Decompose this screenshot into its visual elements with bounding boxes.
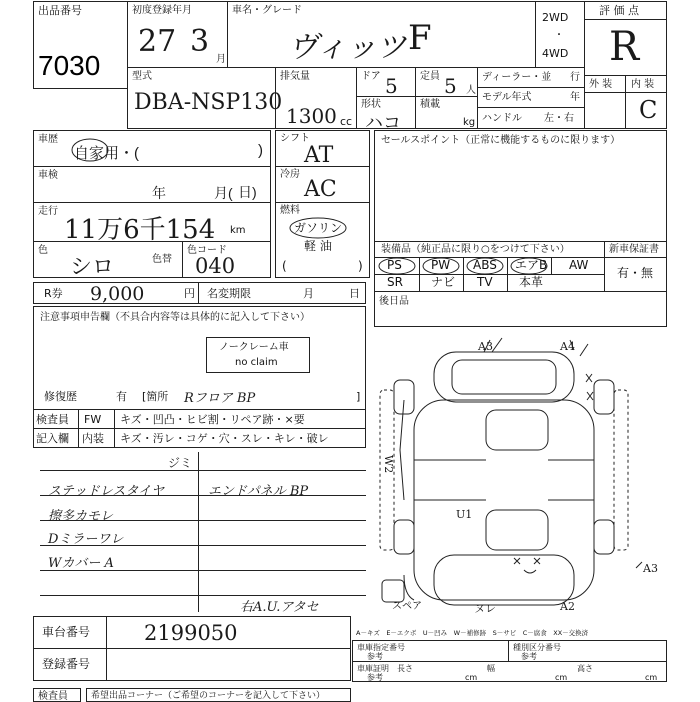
notes-label: 注意事項申告欄（不具合内容等は具体的に記入して下さい） (40, 312, 310, 323)
damage-wear: ヌレ (474, 602, 496, 615)
fuel-cell (275, 202, 370, 278)
inspector-fw: FW (84, 413, 102, 426)
equipment-label: 装備品（純正品に限り○をつけて下さい） (381, 244, 570, 255)
model-code: DBA-NSP130 (134, 90, 283, 115)
shape-cell (356, 96, 416, 134)
damage-a3-top: A3 (478, 340, 493, 353)
no-claim-line1: ノークレーム車 (219, 342, 289, 353)
registration-cell (33, 648, 351, 681)
model-year-label: モデル年式 (482, 92, 532, 103)
change-deadline-day: 日 (349, 287, 360, 300)
sales-point-cell (374, 130, 667, 242)
chassis-cell (33, 616, 351, 649)
first-registration-cell (127, 1, 228, 68)
interior-label: 内 装 (631, 79, 655, 90)
length-cm: cm (465, 673, 478, 682)
fuel-gasoline: ガソリン (294, 221, 343, 235)
model-year-unit: 年 (570, 92, 580, 103)
type-number-label: 種別区分番号 (513, 643, 561, 652)
inspector-row (33, 409, 366, 429)
garage-number-ref: 参考 (367, 652, 383, 661)
fuel-label: 燃料 (280, 205, 300, 216)
garage-cert-ref: 参考 (367, 673, 383, 682)
capacity-cell (415, 67, 478, 97)
inspection-day-unit-visible: 日) (238, 184, 257, 200)
change-deadline-label: 名変期限 (207, 287, 251, 300)
damage-w2: W2 (382, 455, 395, 474)
displacement-label: 排気量 (280, 71, 310, 82)
fuel-diesel: 軽 油 (304, 239, 332, 253)
change-deadline-month: 月 (303, 287, 314, 300)
mileage-value: 11万6千154 (64, 215, 216, 245)
repair-place-close: ] (356, 390, 361, 403)
remarks-ji: ジミ (168, 456, 193, 470)
lot-number-label: 出品番号 (38, 4, 82, 17)
warranty-cell (604, 241, 667, 292)
color-cell (33, 241, 183, 278)
damage-marks (400, 338, 642, 573)
recycle-yen: 円 (184, 287, 195, 300)
inspection-year-unit: 年 (152, 185, 166, 201)
warranty-value: 有・無 (617, 266, 654, 280)
repair-place: Rフロア BP (184, 391, 256, 406)
color-label: 色 (38, 245, 48, 256)
length-label: 長さ (397, 664, 413, 673)
remarks-line2: 擦多カモレ (48, 509, 114, 524)
dealer-value: 行 (570, 72, 580, 83)
width-label: 幅 (487, 664, 495, 673)
first-registration-label: 初度登録年月 (132, 5, 192, 16)
fuel-open-paren: ( (282, 259, 287, 273)
aircon-label: 冷房 (280, 169, 300, 180)
sales-point-label: セールスポイント（正常に機能するものに限ります） (381, 135, 621, 146)
capacity: 5 (444, 74, 457, 98)
later-items-cell (374, 291, 667, 327)
history-label: 車歴 (38, 134, 58, 145)
fuel-close-paren: ) (358, 259, 363, 273)
equipment-aw: AW (569, 258, 589, 272)
circle-mark-icon (375, 256, 605, 276)
equipment-cell (374, 241, 605, 292)
footer-inspector-label: 検査員 (38, 691, 68, 702)
no-claim-line2: no claim (235, 357, 278, 368)
recycle-label: R券 (44, 287, 63, 300)
person-unit: 人 (466, 85, 476, 96)
circle-mark-icon (288, 216, 348, 240)
evaluation-cell (584, 1, 667, 129)
door-label: ドア (361, 71, 381, 82)
remarks-line1: ステッドレスタイヤ (48, 484, 165, 499)
aircon-value: AC (304, 177, 337, 202)
car-name: ヴィッツ (288, 30, 407, 65)
equipment-abs: ABS (473, 258, 497, 272)
damage-legend-text: A－キズ E－エクボ U－凹み W－補修跡 S－サビ C－腐食 XX－交換済 (356, 629, 589, 637)
no-claim-stamp (206, 337, 310, 373)
first-registration-month: 3 (190, 24, 210, 59)
mileage-unit: km (230, 225, 246, 236)
grade: F (408, 18, 432, 58)
spare-label: スペア (392, 601, 422, 612)
door-count: 5 (385, 74, 398, 98)
load-label: 積載 (420, 99, 440, 110)
recycle-cell (33, 282, 199, 304)
chassis-number: 2199050 (144, 621, 238, 645)
equipment-tv: TV (477, 275, 493, 289)
repair-place-label: [箇所 (142, 390, 169, 403)
lot-number: 7030 (38, 50, 101, 81)
damage-a3-right: A3 (643, 562, 658, 575)
car-name-cell (227, 1, 536, 68)
drive-4wd: 4WD (542, 47, 569, 60)
chassis-label: 車台番号 (42, 625, 91, 639)
car-outline (380, 352, 628, 605)
recorder-row (33, 428, 366, 448)
color-code-label: 色コード (187, 245, 227, 256)
remarks-line3: Dミラーワレ (48, 532, 124, 547)
history-value: 自家用・( (74, 145, 139, 162)
lot-number-cell (33, 1, 128, 89)
door-cell (356, 67, 416, 97)
shift-label: シフト (280, 133, 310, 144)
color-code: 040 (195, 254, 236, 278)
equipment-ps: PS (387, 258, 402, 272)
model-label: 型式 (132, 71, 152, 82)
load-cell (415, 96, 478, 129)
aircon-cell (275, 166, 370, 203)
remarks-line4: Wカバー A (48, 556, 114, 571)
drive-2wd: 2WD (542, 11, 569, 24)
equipment-leather: 本革 (519, 275, 544, 289)
first-registration-year: 27 (138, 24, 177, 59)
garage-cert-label: 車庫証明 (357, 664, 389, 673)
car-diagram (374, 330, 667, 630)
color-code-cell (182, 241, 271, 278)
height-cm: cm (645, 673, 658, 682)
car-name-label: 車名・グレード (232, 5, 302, 16)
evaluation-label: 評 価 点 (599, 4, 639, 17)
shape-label: 形状 (361, 99, 381, 110)
garage-number-label: 車庫指定番号 (357, 643, 405, 652)
registration-label: 登録番号 (42, 657, 91, 671)
drive-dot: ・ (554, 30, 564, 41)
mileage-label: 走行 (38, 206, 58, 217)
later-items-label: 後日品 (379, 296, 409, 307)
exterior-label: 外 装 (589, 79, 613, 90)
interior-score: C (639, 96, 658, 124)
inspection-cell (33, 166, 271, 203)
mileage-cell (33, 202, 271, 245)
dealer-cell (477, 67, 585, 129)
repair-value: 有 (116, 390, 127, 403)
history-close-paren: ) (258, 142, 263, 159)
recycle-amount: 9,000 (90, 283, 145, 305)
inspector-label: 検査員 (36, 413, 69, 426)
history-cell (33, 130, 271, 167)
inspection-label: 車検 (38, 170, 58, 181)
equipment-navi: ナビ (431, 275, 456, 289)
evaluation-score: R (609, 24, 640, 70)
footer-corner-note-text: 希望出品コーナー（ご希望のコーナーを記入して下さい） (91, 691, 326, 701)
width-cm: cm (555, 673, 568, 682)
damage-legend (352, 626, 667, 640)
color-value: シロ (70, 255, 115, 280)
change-deadline-cell (198, 282, 366, 304)
displacement: 1300 (286, 104, 337, 128)
damage-u1: U1 (456, 508, 473, 521)
circle-mark-icon (70, 137, 110, 163)
remarks-right1: エンドパネル BP (208, 484, 309, 499)
type-number-ref: 参考 (521, 652, 537, 661)
model-cell (127, 67, 283, 129)
equipment-pw: PW (431, 258, 451, 272)
cc-unit: cc (340, 115, 353, 128)
capacity-label: 定員 (420, 71, 440, 82)
warranty-label: 新車保証書 (609, 244, 659, 255)
drive-cell (535, 1, 585, 68)
height-label: 高さ (577, 664, 593, 673)
handle-label: ハンドル (482, 113, 522, 124)
inspection-month-unit: 月( (214, 185, 233, 201)
damage-a4-top: A4 (560, 340, 575, 353)
damage-a2: A2 (560, 600, 575, 613)
measurements-block (352, 640, 667, 682)
recorder-interior: 内装 (82, 432, 104, 445)
shift-value: AT (304, 143, 334, 168)
kg-unit: kg (463, 117, 476, 128)
shift-cell (275, 130, 370, 167)
equipment-airbag: エアB (515, 258, 548, 272)
recorder-label: 記入欄 (36, 432, 69, 445)
repair-label: 修復歴 (44, 390, 77, 403)
month-unit: 月 (216, 54, 226, 65)
inspector-fw-items: キズ・凹凸・ヒビ割・リペア跡・×要 (120, 413, 305, 426)
dealer-label: ディーラー・並 (482, 72, 552, 83)
shape: ハコ (365, 113, 401, 134)
remarks-right2: 右A.U.アタセ (240, 600, 319, 615)
handle-value: 左・右 (544, 113, 574, 124)
displacement-cell (275, 67, 357, 129)
notes-cell (33, 306, 366, 410)
color-change-label: 色替 (152, 254, 172, 265)
recorder-interior-items: キズ・汚レ・コゲ・穴・スレ・キレ・破レ (120, 432, 329, 445)
equipment-sr: SR (387, 275, 403, 289)
